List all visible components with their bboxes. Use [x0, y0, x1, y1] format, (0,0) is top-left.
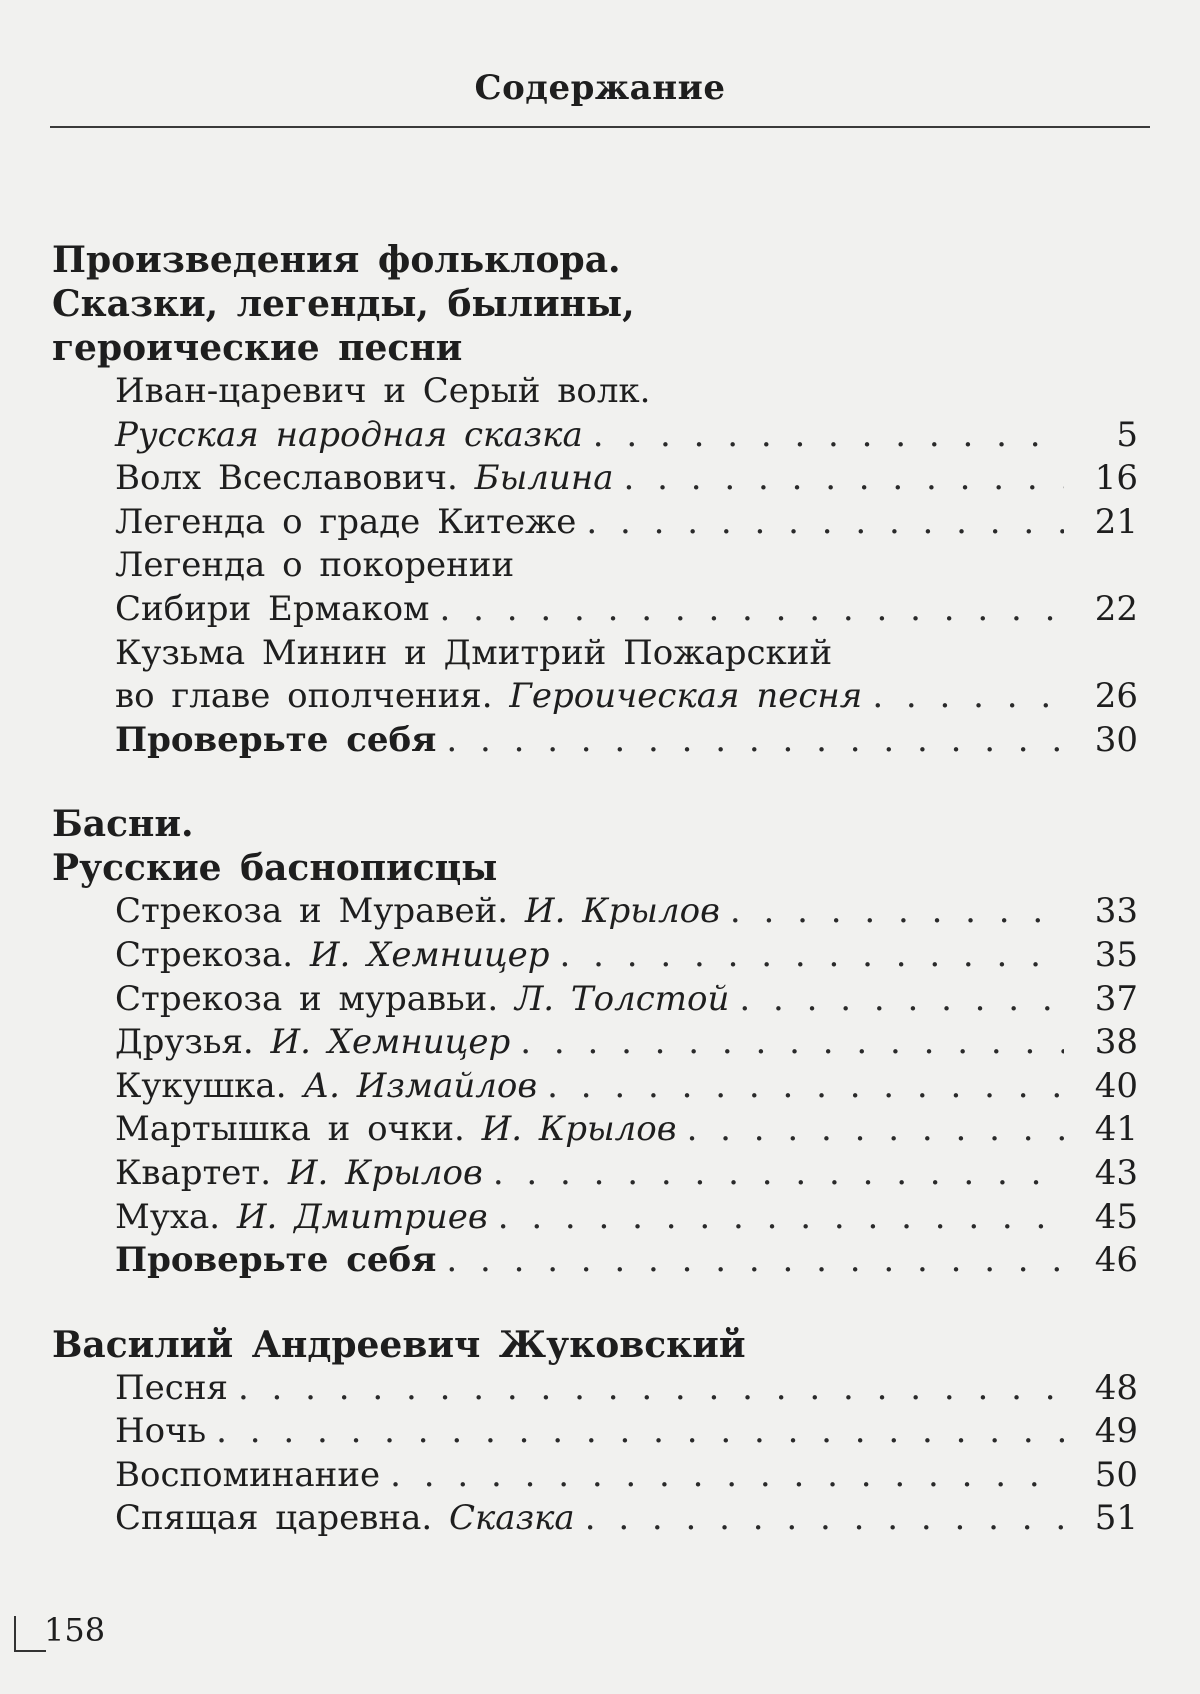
toc-entry[interactable]: [115, 934, 1138, 978]
entry-author: И. Крылов: [524, 891, 720, 932]
entry-row: [115, 934, 1138, 978]
entry-row: [115, 978, 1138, 1022]
entry-title-line: Кузьма Минин и Дмитрий Пожарский: [115, 632, 833, 673]
entry-title-text: Воспоминание: [115, 1454, 381, 1495]
toc-entry[interactable]: [115, 632, 1138, 719]
dot-leader: [624, 457, 1065, 501]
entry-title: [115, 1497, 575, 1541]
entry-page-number: 37: [1094, 978, 1138, 1019]
entry-title-line: Иван-царевич и Серый волк.: [115, 371, 651, 411]
dot-leader: [390, 1454, 1064, 1498]
dot-leader: [493, 1152, 1064, 1196]
entry-title: [115, 934, 550, 978]
dot-leader: [547, 1065, 1064, 1109]
entry-page-number: 21: [1094, 501, 1138, 542]
entry-page-number: 38: [1094, 1022, 1138, 1063]
toc-section: [52, 802, 1138, 1282]
page-number: 158: [44, 1611, 106, 1649]
section-heading: Русские баснописцы: [52, 847, 498, 890]
entry-title-line: Легенда о покорении: [115, 545, 515, 586]
entry-title-text: Стрекоза.: [115, 934, 310, 975]
toc-entry[interactable]: [115, 501, 1138, 545]
toc-entry[interactable]: [115, 1454, 1138, 1498]
toc-entry[interactable]: [115, 1108, 1138, 1152]
entry-title: [115, 1021, 510, 1065]
entry-page-number: 26: [1094, 676, 1138, 717]
entry-row: [115, 1152, 1138, 1196]
dot-leader: [216, 1410, 1064, 1454]
toc-entry[interactable]: [115, 370, 1138, 457]
entry-title: [115, 1152, 483, 1196]
entry-author: Героическая песня: [509, 676, 863, 717]
dot-leader: [739, 978, 1064, 1022]
toc-entries: [52, 890, 1138, 1282]
entry-page-number: 51: [1094, 1498, 1138, 1539]
toc-entries: [52, 370, 1138, 762]
entry-title-text: Стрекоза и Муравей.: [115, 891, 525, 932]
entry-title-text: во главе ополчения.: [115, 676, 510, 717]
entry-page-number: 45: [1094, 1196, 1138, 1237]
entry-author: А. Измайлов: [303, 1065, 538, 1106]
entry-page-number: 48: [1094, 1367, 1138, 1408]
entry-author: И. Крылов: [481, 1109, 677, 1150]
entry-title: [115, 501, 576, 545]
entry-title-text: Стрекоза и муравьи.: [115, 978, 515, 1019]
toc-entry[interactable]: [115, 1239, 1138, 1283]
entry-title: [115, 890, 720, 934]
entry-title: [115, 1454, 380, 1498]
dot-leader: [440, 588, 1064, 632]
dot-leader: [586, 501, 1064, 545]
dot-leader: [593, 414, 1064, 458]
toc-entry[interactable]: [115, 1021, 1138, 1065]
entry-title-text: Друзья.: [115, 1022, 271, 1063]
entry-author: Былина: [474, 458, 614, 499]
dot-leader: [730, 890, 1064, 934]
entry-title-text: Песня: [115, 1367, 228, 1408]
entry-page-number: 49: [1094, 1411, 1138, 1452]
entry-author: И. Хемницер: [309, 934, 550, 975]
entry-author: Л. Толстой: [514, 978, 730, 1019]
entry-page-number: 43: [1094, 1152, 1138, 1193]
dot-leader: [446, 719, 1064, 763]
toc-entry[interactable]: [115, 544, 1138, 631]
entry-page-number: 30: [1094, 719, 1138, 760]
entry-title: [115, 1239, 436, 1283]
entry-title: [115, 588, 430, 632]
toc-entries: [52, 1367, 1138, 1541]
toc-entry[interactable]: [115, 719, 1138, 763]
entry-row: [115, 1065, 1138, 1109]
entry-title-text: Проверьте себя: [115, 1240, 437, 1281]
entry-title: [115, 457, 614, 501]
toc-section: [52, 1323, 1138, 1541]
dot-leader: [446, 1239, 1064, 1283]
entry-row: [115, 719, 1138, 763]
toc-entry[interactable]: [115, 1410, 1138, 1454]
entry-row: [115, 1454, 1138, 1498]
page-title: Содержание: [474, 68, 726, 108]
entry-title-text: Легенда о граде Китеже: [115, 501, 577, 542]
entry-page-number: 40: [1094, 1065, 1138, 1106]
entry-title: [115, 1196, 488, 1240]
dot-leader: [498, 1196, 1064, 1240]
dot-leader: [687, 1108, 1064, 1152]
dot-leader: [238, 1367, 1064, 1411]
entry-row: [115, 1021, 1138, 1065]
entry-page-number: 22: [1094, 588, 1138, 629]
entry-title: [115, 1108, 677, 1152]
entry-page-number: 35: [1094, 934, 1138, 975]
toc-entry[interactable]: [115, 978, 1138, 1022]
entry-row: [115, 1108, 1138, 1152]
entry-title-text: Квартет.: [115, 1152, 288, 1193]
entry-title-text: Проверьте себя: [115, 719, 437, 760]
entry-author: И. Дмитриев: [236, 1196, 488, 1237]
entry-page-number: 46: [1094, 1240, 1138, 1281]
entry-row: [115, 457, 1138, 501]
entry-row: [115, 501, 1138, 545]
entry-page-number: 16: [1094, 458, 1138, 499]
page-header: [50, 60, 1150, 128]
toc-section: [52, 238, 1138, 762]
entry-row: [115, 588, 1138, 632]
entry-row: [115, 1196, 1138, 1240]
entry-page-number: 41: [1094, 1109, 1138, 1150]
entry-title-text: Спящая царевна.: [115, 1498, 449, 1539]
entry-row: [115, 1239, 1138, 1283]
entry-page-number: 33: [1094, 891, 1138, 932]
section-heading: Василий Андреевич Жуковский: [52, 1323, 746, 1366]
toc-entry[interactable]: [115, 1497, 1138, 1541]
toc-entry[interactable]: [115, 890, 1138, 934]
section-heading: Басни.: [52, 803, 194, 846]
entry-title-text: Муха.: [115, 1196, 237, 1237]
toc-entry[interactable]: [115, 1065, 1138, 1109]
entry-title-text: Волх Всеславович.: [115, 458, 475, 499]
entry-title: [115, 1065, 537, 1109]
entry-title: [115, 719, 436, 763]
section-heading: героические песни: [52, 327, 463, 369]
entry-author: Русская народная сказка: [115, 414, 583, 455]
entry-title-text: Кукушка.: [115, 1065, 304, 1106]
toc-entry[interactable]: [115, 1152, 1138, 1196]
section-heading: Произведения фольклора.: [52, 239, 621, 281]
dot-leader: [872, 675, 1064, 719]
entry-title: [115, 1367, 228, 1411]
entry-title-text: Сибири Ермаком: [115, 588, 430, 629]
dot-leader: [560, 934, 1064, 978]
toc-entry[interactable]: [115, 1196, 1138, 1240]
entry-row: [115, 414, 1138, 458]
entry-row: [115, 1410, 1138, 1454]
toc-entry[interactable]: [115, 1367, 1138, 1411]
entry-title: [115, 1410, 206, 1454]
table-of-contents: [52, 238, 1138, 1541]
entry-title: [115, 675, 862, 719]
entry-author: И. Крылов: [287, 1152, 483, 1193]
entry-row: [115, 1367, 1138, 1411]
entry-title-text: Ночь: [115, 1411, 207, 1452]
toc-entry[interactable]: [115, 457, 1138, 501]
entry-page-number: 5: [1116, 414, 1138, 455]
entry-row: [115, 675, 1138, 719]
entry-title: [115, 978, 729, 1022]
entry-row: [115, 1497, 1138, 1541]
dot-leader: [520, 1021, 1064, 1065]
section-heading: Сказки, легенды, былины,: [52, 283, 635, 325]
entry-page-number: 50: [1094, 1454, 1138, 1495]
entry-row: [115, 890, 1138, 934]
entry-author: И. Хемницер: [270, 1022, 511, 1063]
entry-title: [115, 414, 583, 458]
dot-leader: [585, 1497, 1064, 1541]
entry-title-text: Мартышка и очки.: [115, 1109, 482, 1150]
entry-author: Сказка: [448, 1498, 575, 1539]
